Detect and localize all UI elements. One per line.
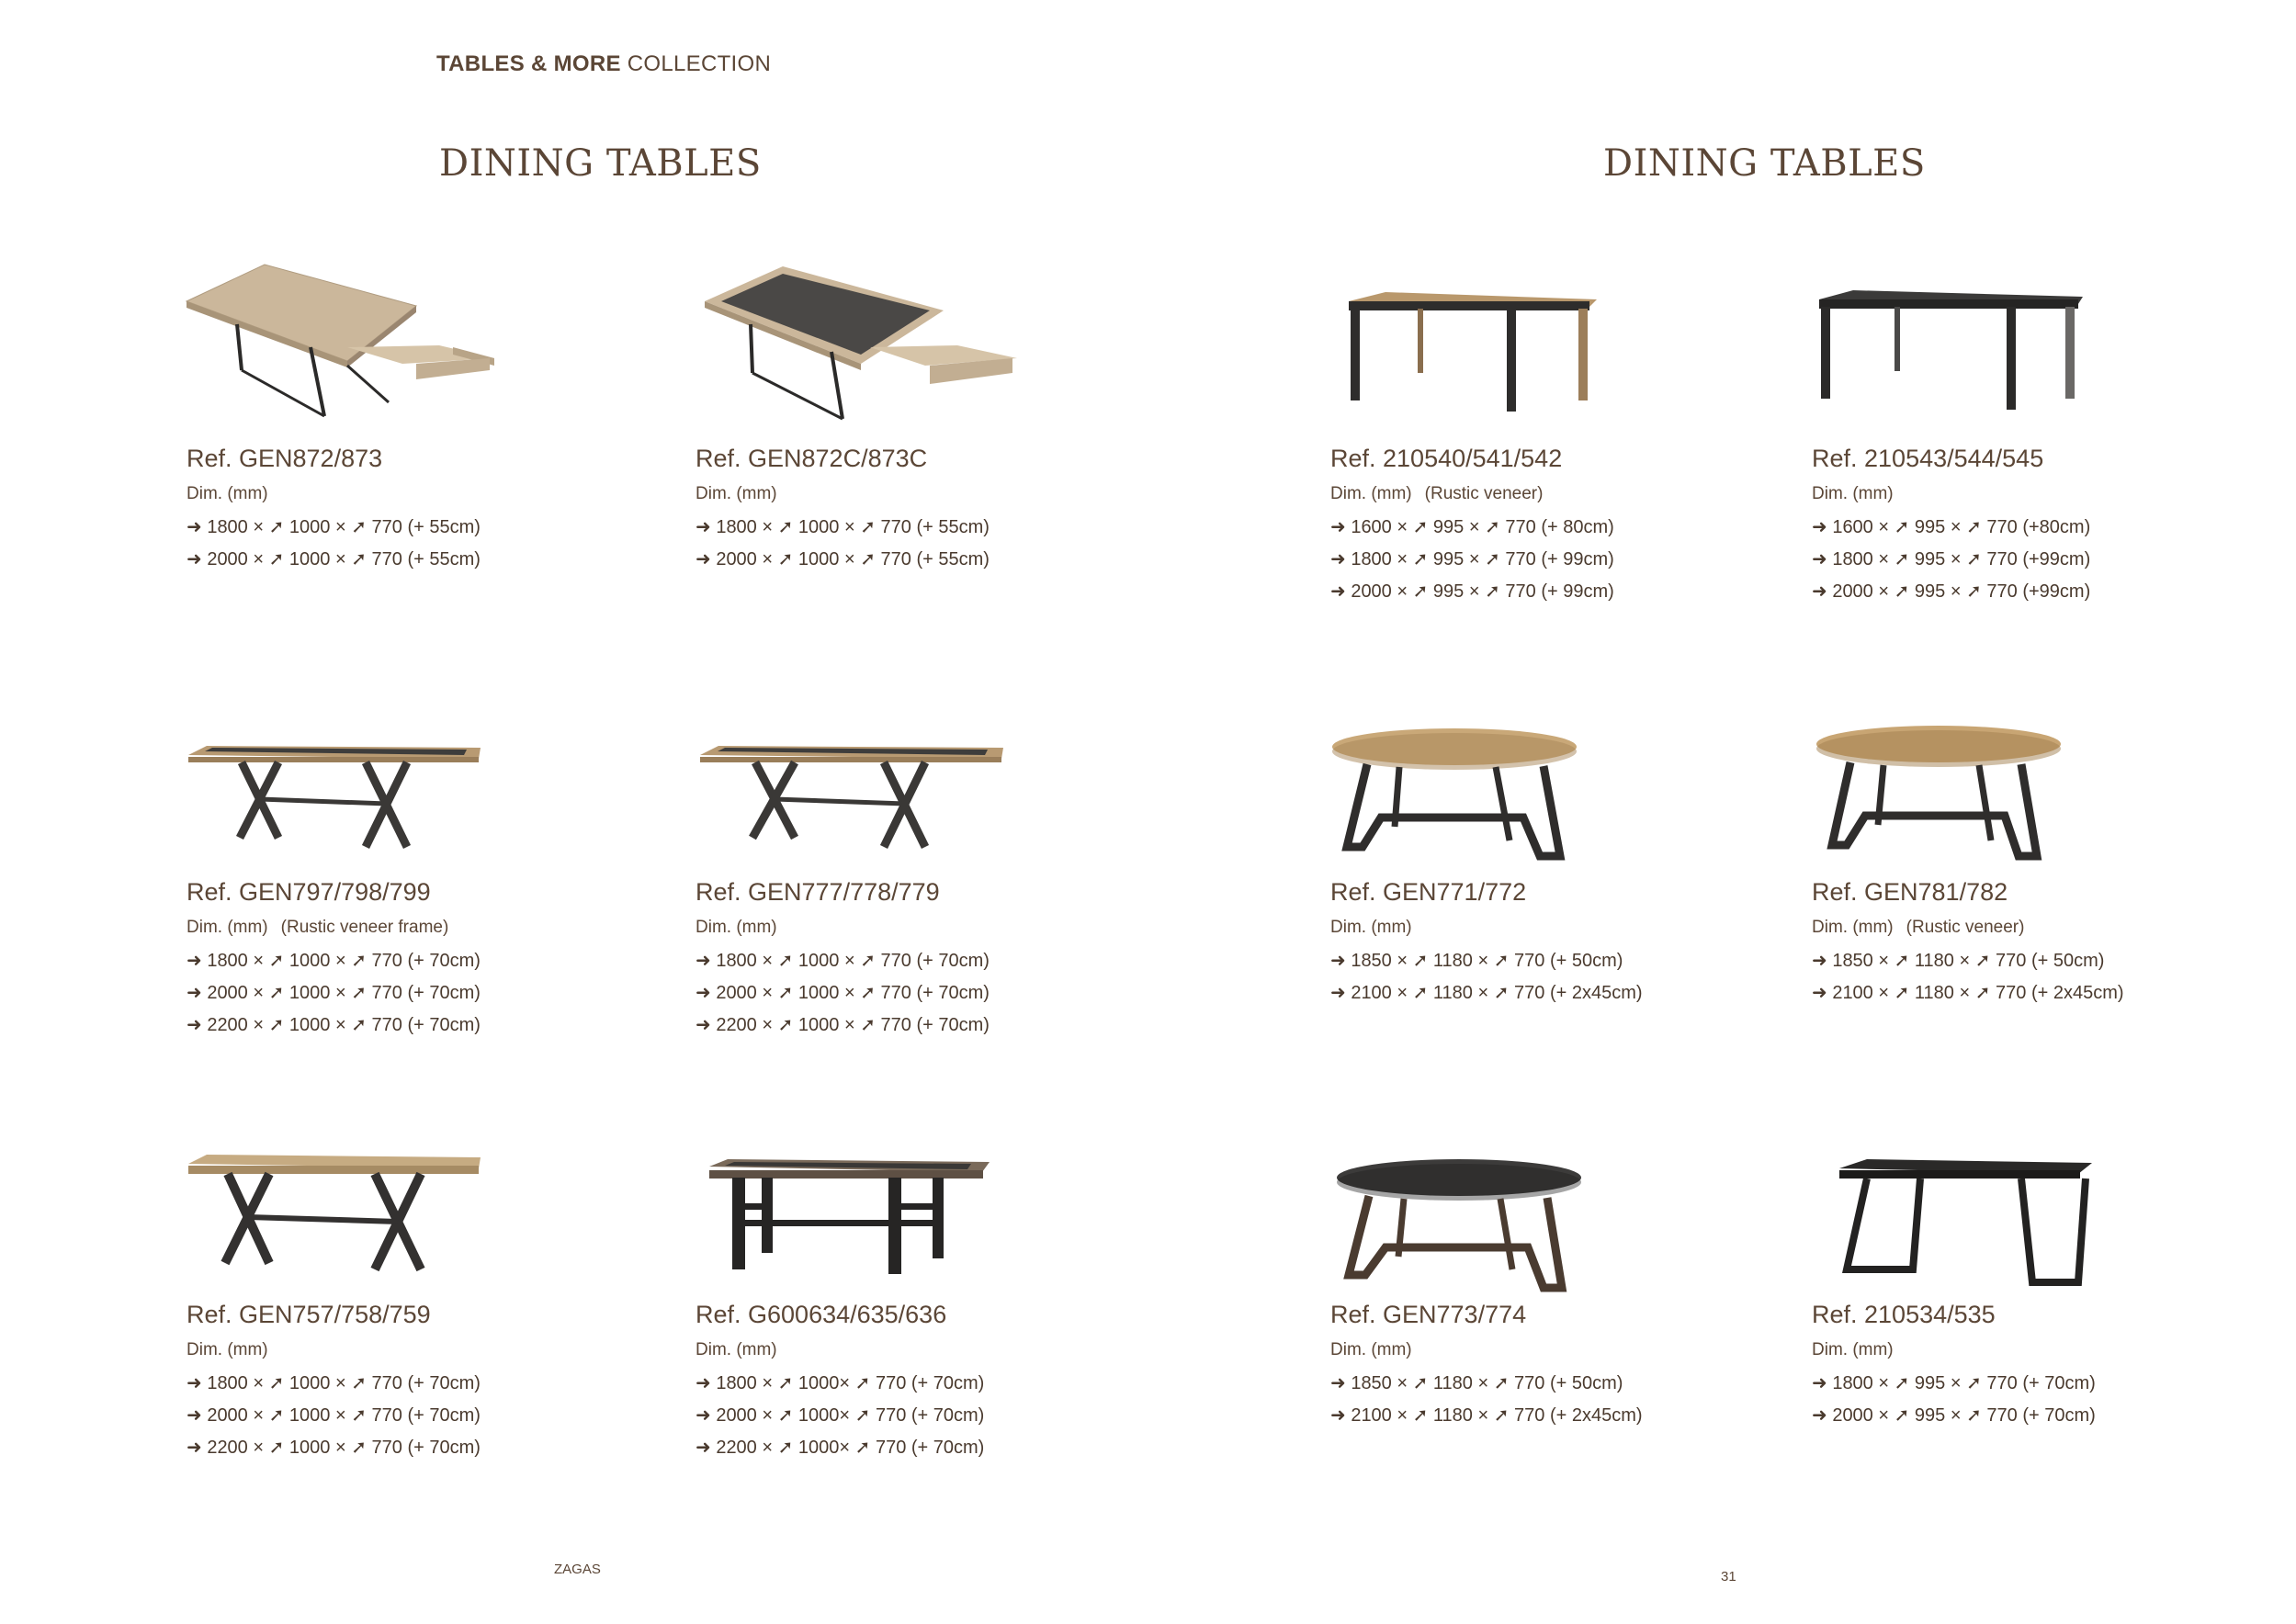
dimension-line: ➜ 2200 × ➚ 1000 × ➚ 770 (+ 70cm) bbox=[187, 1438, 481, 1458]
dimension-list bbox=[1812, 512, 2244, 608]
dimension-line: ➜ 1600 × ➚ 995 × ➚ 770 (+80cm) bbox=[1812, 517, 2091, 537]
product-dim: Dim. (mm) (Rustic veneer) bbox=[1330, 484, 1544, 503]
header-light: COLLECTION bbox=[627, 51, 772, 76]
sled-leg-table-icon bbox=[1812, 1111, 2143, 1295]
extendable-oak-table-icon bbox=[187, 255, 517, 439]
page-number: 31 bbox=[1721, 1569, 1736, 1585]
dimension-line: ➜ 1800 × ➚ 1000 × ➚ 770 (+ 70cm) bbox=[187, 951, 481, 971]
dimension-line: ➜ 2000 × ➚ 1000 × ➚ 770 (+ 55cm) bbox=[696, 549, 990, 570]
dimension-line: ➜ 2100 × ➚ 1180 × ➚ 770 (+ 2x45cm) bbox=[1330, 983, 1643, 1003]
x-leg-framed-table-icon bbox=[696, 689, 1026, 873]
header-bold: TABLES & MORE bbox=[436, 51, 621, 76]
product-card bbox=[1330, 689, 1762, 1009]
product-dim: Dim. (mm) bbox=[187, 1340, 268, 1359]
product-card bbox=[1812, 689, 2244, 1009]
dimension-line: ➜ 2200 × ➚ 1000× ➚ 770 (+ 70cm) bbox=[696, 1438, 985, 1458]
product-ref: Ref. 210534/535 bbox=[1812, 1301, 1996, 1328]
oval-rustic-table-icon bbox=[1812, 689, 2143, 873]
dimension-list bbox=[1330, 945, 1762, 1009]
dimension-line: ➜ 1800 × ➚ 995 × ➚ 770 (+99cm) bbox=[1812, 549, 2091, 570]
x-leg-oak-table-icon bbox=[187, 1111, 517, 1295]
product-ref: Ref. GEN872C/873C bbox=[696, 445, 928, 472]
dimension-line: ➜ 2000 × ➚ 1000 × ➚ 770 (+ 70cm) bbox=[187, 983, 481, 1003]
product-card bbox=[187, 1111, 618, 1464]
dimension-line: ➜ 1800 × ➚ 1000 × ➚ 770 (+ 55cm) bbox=[187, 517, 481, 537]
product-ref: Ref. GEN771/772 bbox=[1330, 878, 1527, 906]
dimension-line: ➜ 2100 × ➚ 1180 × ➚ 770 (+ 2x45cm) bbox=[1812, 983, 2124, 1003]
product-dim: Dim. (mm) bbox=[1812, 484, 1894, 503]
dimension-line: ➜ 1800 × ➚ 995 × ➚ 770 (+ 99cm) bbox=[1330, 549, 1614, 570]
product-ref: Ref. GEN872/873 bbox=[187, 445, 383, 472]
dimension-list bbox=[696, 512, 1127, 576]
product-ref: Ref. GEN757/758/759 bbox=[187, 1301, 431, 1328]
dimension-line: ➜ 2200 × ➚ 1000 × ➚ 770 (+ 70cm) bbox=[696, 1015, 990, 1035]
dimension-line: ➜ 1850 × ➚ 1180 × ➚ 770 (+ 50cm) bbox=[1330, 951, 1623, 971]
dark-rectangular-table-icon bbox=[1812, 255, 2143, 439]
dimension-list bbox=[1812, 1368, 2244, 1432]
dimension-line: ➜ 1850 × ➚ 1180 × ➚ 770 (+ 50cm) bbox=[1812, 951, 2105, 971]
dimension-list bbox=[187, 1368, 618, 1464]
product-dim: Dim. (mm) bbox=[696, 918, 777, 937]
collection-header bbox=[436, 51, 771, 77]
dimension-line: ➜ 2000 × ➚ 995 × ➚ 770 (+99cm) bbox=[1812, 581, 2091, 602]
dimension-line: ➜ 2000 × ➚ 1000× ➚ 770 (+ 70cm) bbox=[696, 1405, 985, 1426]
product-ref: Ref. GEN773/774 bbox=[1330, 1301, 1527, 1328]
dimension-line: ➜ 1800 × ➚ 1000 × ➚ 770 (+ 70cm) bbox=[696, 951, 990, 971]
product-dim: Dim. (mm) (Rustic veneer frame) bbox=[187, 918, 449, 937]
dimension-line: ➜ 1850 × ➚ 1180 × ➚ 770 (+ 50cm) bbox=[1330, 1373, 1623, 1393]
dimension-line: ➜ 2200 × ➚ 1000 × ➚ 770 (+ 70cm) bbox=[187, 1015, 481, 1035]
product-dim: Dim. (mm) bbox=[187, 484, 268, 503]
product-card bbox=[1812, 255, 2244, 608]
product-card bbox=[696, 255, 1127, 576]
footer-brand: ZAGAS bbox=[554, 1562, 601, 1577]
product-dim: Dim. (mm) bbox=[1330, 918, 1412, 937]
page-title-right: DINING TABLES bbox=[1603, 142, 1926, 185]
product-card bbox=[1330, 1111, 1762, 1432]
product-ref: Ref. 210540/541/542 bbox=[1330, 445, 1563, 472]
product-card bbox=[696, 1111, 1127, 1464]
dimension-list bbox=[1812, 945, 2244, 1009]
oval-oak-table-icon bbox=[1330, 689, 1661, 873]
page-title-left: DINING TABLES bbox=[439, 142, 762, 185]
dimension-line: ➜ 2100 × ➚ 1180 × ➚ 770 (+ 2x45cm) bbox=[1330, 1405, 1643, 1426]
product-dim: Dim. (mm) (Rustic veneer) bbox=[1812, 918, 2025, 937]
rustic-rectangular-table-icon bbox=[1330, 255, 1661, 439]
dimension-list bbox=[187, 945, 618, 1042]
dimension-line: ➜ 1800 × ➚ 1000 × ➚ 770 (+ 70cm) bbox=[187, 1373, 481, 1393]
product-card bbox=[187, 689, 618, 1042]
extendable-ceramic-table-icon bbox=[696, 255, 1026, 439]
product-dim: Dim. (mm) bbox=[1330, 1340, 1412, 1359]
product-card bbox=[1812, 1111, 2244, 1432]
dimension-list bbox=[187, 512, 618, 576]
dimension-line: ➜ 2000 × ➚ 1000 × ➚ 770 (+ 70cm) bbox=[696, 983, 990, 1003]
dimension-line: ➜ 2000 × ➚ 1000 × ➚ 770 (+ 55cm) bbox=[187, 549, 481, 570]
dimension-line: ➜ 1800 × ➚ 1000× ➚ 770 (+ 70cm) bbox=[696, 1373, 985, 1393]
dimension-list bbox=[696, 945, 1127, 1042]
product-ref: Ref. GEN797/798/799 bbox=[187, 878, 431, 906]
dimension-line: ➜ 1600 × ➚ 995 × ➚ 770 (+ 80cm) bbox=[1330, 517, 1614, 537]
product-dim: Dim. (mm) bbox=[696, 484, 777, 503]
dimension-line: ➜ 1800 × ➚ 1000 × ➚ 770 (+ 55cm) bbox=[696, 517, 990, 537]
dimension-line: ➜ 2000 × ➚ 1000 × ➚ 770 (+ 70cm) bbox=[187, 1405, 481, 1426]
product-card bbox=[696, 689, 1127, 1042]
dimension-list bbox=[1330, 1368, 1762, 1432]
trestle-table-icon bbox=[696, 1111, 1026, 1295]
dimension-line: ➜ 2000 × ➚ 995 × ➚ 770 (+ 99cm) bbox=[1330, 581, 1614, 602]
product-dim: Dim. (mm) bbox=[696, 1340, 777, 1359]
dimension-line: ➜ 1800 × ➚ 995 × ➚ 770 (+ 70cm) bbox=[1812, 1373, 2096, 1393]
x-leg-framed-table-icon bbox=[187, 689, 517, 873]
product-card bbox=[187, 255, 618, 576]
dimension-line: ➜ 2000 × ➚ 995 × ➚ 770 (+ 70cm) bbox=[1812, 1405, 2096, 1426]
product-ref: Ref. GEN781/782 bbox=[1812, 878, 2008, 906]
dimension-list bbox=[1330, 512, 1762, 608]
product-dim: Dim. (mm) bbox=[1812, 1340, 1894, 1359]
dimension-list bbox=[696, 1368, 1127, 1464]
product-ref: Ref. G600634/635/636 bbox=[696, 1301, 947, 1328]
oval-dark-table-icon bbox=[1330, 1111, 1661, 1295]
product-ref: Ref. 210543/544/545 bbox=[1812, 445, 2044, 472]
product-card bbox=[1330, 255, 1762, 608]
product-ref: Ref. GEN777/778/779 bbox=[696, 878, 940, 906]
